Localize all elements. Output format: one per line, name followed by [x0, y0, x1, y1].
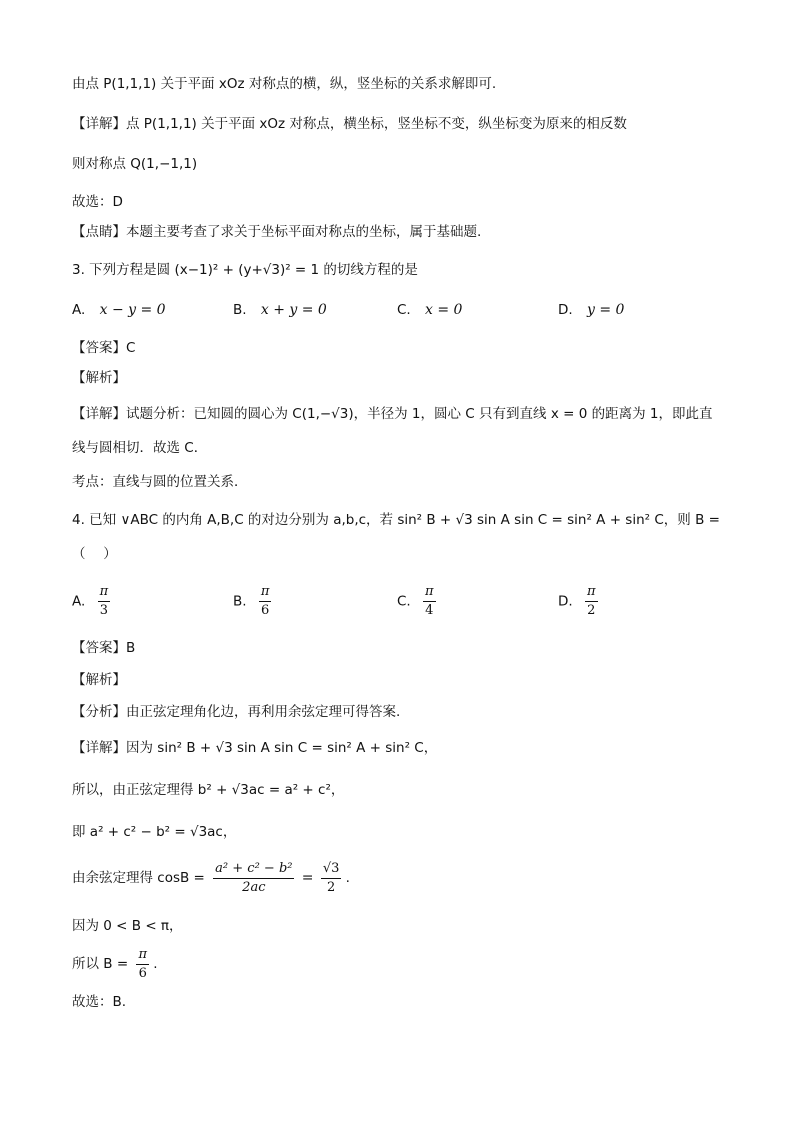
q3-option-b: B. x + y = 0 — [233, 302, 327, 318]
question-4-stem: 4. 已知 ∨ABC 的内角 A,B,C 的对边分别为 a,b,c，若 sin² B + √3 sin A sin C = sin² A + sin² C，则 B = — [72, 512, 720, 528]
text-line-1: 由点 P(1,1,1) 关于平面 xOz 对称点的横，纵，竖坐标的关系求解即可. — [72, 76, 497, 92]
fraction: $\frac{\pi}{4}$ — [425, 584, 434, 618]
q4-option-a: A. $\frac{\pi}{3}$ — [72, 584, 109, 618]
q4-method: 【分析】由正弦定理角化边，再利用余弦定理可得答案. — [72, 704, 401, 720]
fraction: $\frac{\pi}{2}$ — [586, 584, 596, 618]
question-3-stem: 3. 下列方程是圆 (x−1)² + (y+√3)² = 1 的切线方程的是 — [72, 262, 418, 278]
q4-answer: 【答案】B — [72, 640, 136, 656]
q4-analysis-heading: 【解析】 — [72, 672, 126, 688]
q3-answer: 【答案】C — [72, 340, 136, 356]
q4-option-b: B. $\frac{\pi}{6}$ — [233, 584, 270, 618]
q3-analysis-heading: 【解析】 — [72, 370, 126, 386]
fraction: $\frac{\pi}{6}$ — [260, 584, 270, 618]
q3-option-a: A. x − y = 0 — [72, 302, 166, 318]
q4-final-choice: 故选：B. — [72, 994, 127, 1010]
q4-detail-line-4: 由余弦定理得 cosB = $\frac{\text{a² + c² − b²}}{2ac}$ = $\frac{√3}{2}$ . — [72, 860, 350, 895]
text-line-3: 则对称点 Q(1,−1,1) — [72, 156, 198, 172]
q3-detail-line-1: 【详解】试题分析：已知圆的圆心为 C(1,−√3)，半径为 1，圆心 C 只有到直线 x = 0 的距离为 1，即此直 — [72, 406, 713, 422]
question-4-paren: （ ） — [72, 546, 117, 562]
q3-option-d: D. y = 0 — [558, 302, 625, 318]
q4-option-d: D. $\frac{\pi}{2}$ — [558, 584, 596, 618]
q4-detail-line-3: 即 a² + c² − b² = √3ac， — [72, 824, 237, 840]
q4-detail-line-6: 所以 B = $\frac{\pi}{6}$ . — [72, 946, 158, 981]
text-line-5: 【点睛】本题主要考查了求关于坐标平面对称点的坐标，属于基础题. — [72, 224, 482, 240]
q3-detail-line-2: 线与圆相切．故选 C． — [72, 440, 208, 456]
q4-detail-line-1: 【详解】因为 sin² B + √3 sin A sin C = sin² A + sin² C， — [72, 740, 438, 756]
q3-keypoint: 考点：直线与圆的位置关系． — [72, 474, 248, 490]
fraction: $\frac{\pi}{3}$ — [99, 584, 109, 618]
q4-detail-line-5: 因为 0 < B < π， — [72, 918, 183, 934]
fraction: $\frac{\pi}{6}$ — [138, 946, 147, 981]
q3-option-c: C. x = 0 — [397, 302, 463, 318]
fraction: $\frac{√3}{2}$ — [322, 860, 340, 895]
text-line-4: 故选：D — [72, 194, 123, 210]
fraction: $\frac{\text{a² + c² − b²}}{2ac}$ — [215, 860, 293, 895]
q4-option-c: C. $\frac{\pi}{4}$ — [397, 584, 434, 618]
q4-detail-line-2: 所以，由正弦定理得 b² + √3ac = a² + c²， — [72, 782, 345, 798]
text-line-2: 【详解】点 P(1,1,1) 关于平面 xOz 对称点，横坐标，竖坐标不变，纵坐标变为原来的相反数 — [72, 116, 627, 132]
